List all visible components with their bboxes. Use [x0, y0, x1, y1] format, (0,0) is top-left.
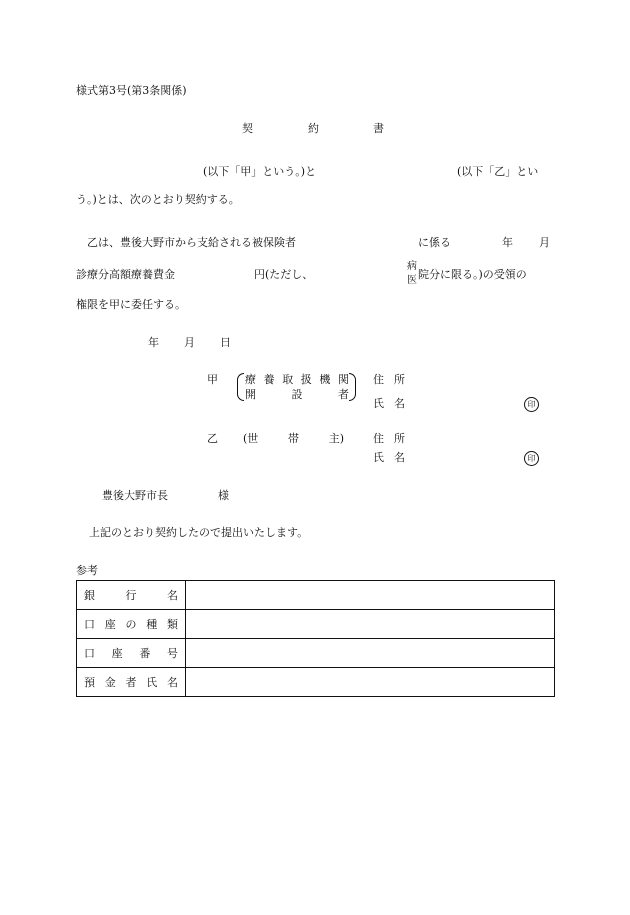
- intro-part-1: (以下「甲」という。)と: [203, 165, 317, 178]
- table-row: [77, 581, 555, 610]
- bank-name-label: 銀 行 名: [77, 581, 186, 610]
- party-a-role-line1: 療 養 取 扱 機 関: [245, 373, 349, 386]
- title-char-2: 約: [308, 122, 319, 135]
- body-line3: 権限を甲に委任する。: [76, 298, 186, 311]
- account-holder-label: 預 金 者 氏 名: [77, 668, 186, 697]
- intro-part-3: う。)とは、次のとおり契約する。: [76, 193, 240, 206]
- party-b-seal-icon: 印: [524, 451, 539, 466]
- account-type-label: 口 座 の 種 類: [77, 610, 186, 639]
- date-month: 月: [184, 336, 195, 349]
- party-a-brace-left: [237, 373, 244, 401]
- addressee-name: 豊後大野市長: [102, 489, 168, 502]
- intro-part-2: (以下「乙」とい: [457, 165, 539, 178]
- date-year: 年: [148, 336, 159, 349]
- reference-heading: 参考: [76, 564, 98, 577]
- reference-table: [76, 580, 555, 697]
- body-line1-a: 乙は、豊後大野市から支給される被保険者: [87, 236, 296, 249]
- party-a-brace-right: [349, 373, 356, 401]
- party-b-address-label: 住 所: [373, 432, 405, 445]
- party-b-mark: 乙: [207, 432, 218, 445]
- body-line2-clinic: 医: [407, 275, 417, 286]
- title-char-1: 契: [242, 122, 253, 135]
- body-line1-year: 年: [502, 236, 513, 249]
- party-a-name-label: 氏 名: [373, 397, 405, 410]
- account-holder-field[interactable]: [186, 668, 555, 697]
- party-a-address-label: 住 所: [373, 373, 405, 386]
- party-a-role-line2: 開 設 者: [245, 388, 349, 401]
- title-char-3: 書: [373, 122, 384, 135]
- table-row: [77, 668, 555, 697]
- body-line2-a: 診療分高額療養費金: [76, 268, 175, 281]
- account-number-field[interactable]: [186, 639, 555, 668]
- addressee-honorific: 様: [218, 489, 229, 502]
- account-number-label: 口 座 番 号: [77, 639, 186, 668]
- party-b-role: (世 帯 主): [243, 432, 344, 445]
- table-row: [77, 610, 555, 639]
- body-line2-b: 円(ただし、: [254, 268, 314, 281]
- body-line1-b: に係る: [418, 236, 451, 249]
- date-day: 日: [220, 336, 231, 349]
- party-b-name-label: 氏 名: [373, 451, 405, 464]
- closing-statement: 上記のとおり契約したので提出いたします。: [89, 526, 309, 539]
- party-a-mark: 甲: [207, 373, 218, 386]
- account-type-field[interactable]: [186, 610, 555, 639]
- table-row: [77, 639, 555, 668]
- bank-name-field[interactable]: [186, 581, 555, 610]
- party-a-seal-icon: 印: [524, 397, 539, 412]
- body-line2-hospital: 病: [407, 261, 417, 272]
- body-line1-month: 月: [539, 236, 550, 249]
- form-number: 様式第3号(第3条関係): [76, 84, 187, 97]
- body-line2-c: 院分に限る。)の受領の: [418, 268, 527, 281]
